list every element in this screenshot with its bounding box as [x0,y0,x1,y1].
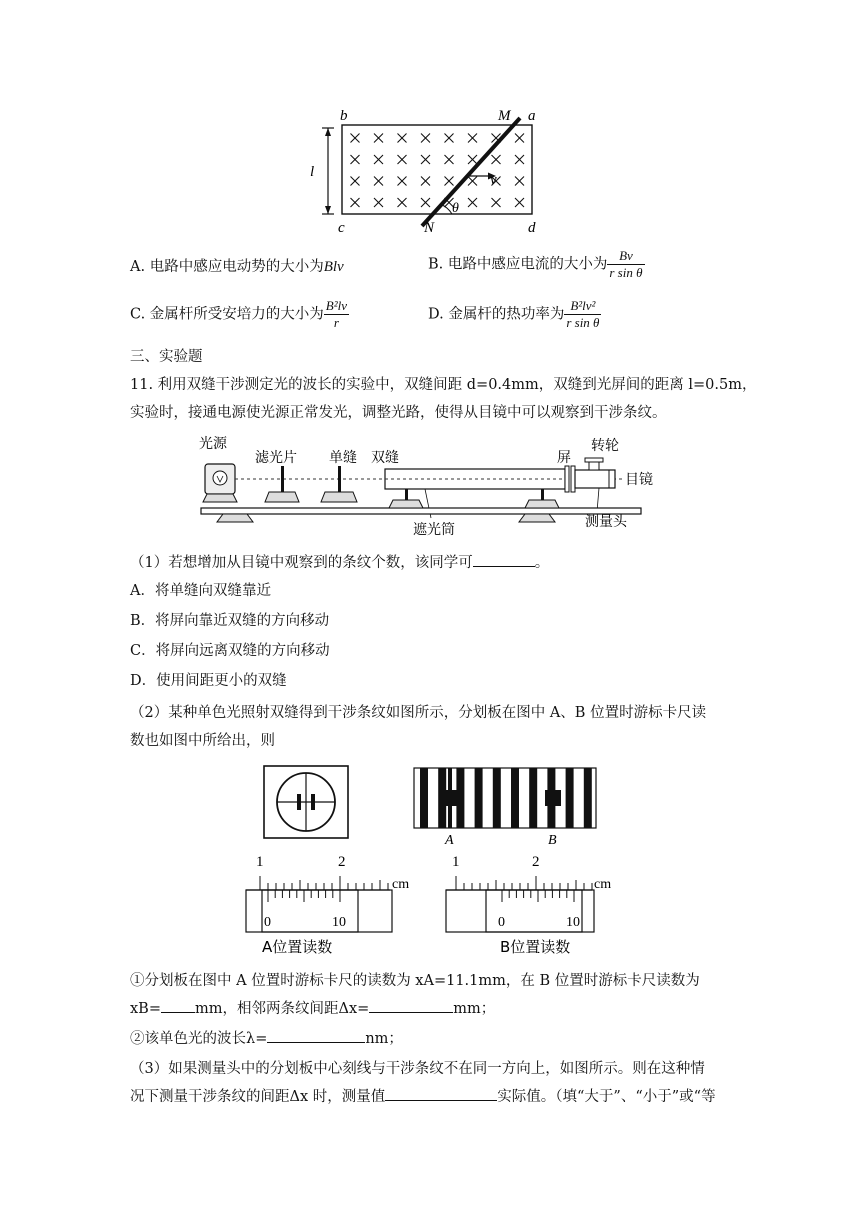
label-M: M [498,108,511,124]
q11-p1-option-A: A．将单缝向双缝靠近 [130,583,271,599]
caliper-B-vernier-10: 10 [566,915,580,930]
fringe-figure [412,764,598,848]
caliper-A-vernier-10: 10 [332,915,346,930]
field-cross [515,198,524,207]
field-cross [421,155,430,164]
field-cross [421,134,430,143]
q11-p3-line1: （3）如果测量头中的分划板中心刻线与干涉条纹不在同一方向上，如图所示。则在这种情 [130,1061,705,1077]
q11-line1: 11. 利用双缝干涉测定光的波长的实验中，双缝间距 d=0.4mm，双缝到光屏间的距离 l=0.5m， [130,377,757,393]
field-cross [468,177,477,186]
fringe-label-B: B [548,833,557,848]
label-light-source: 光源 [199,436,227,452]
q11-p1-stem: （1）若想增加从目镜中观察到的条纹个数，该同学可 。 [130,552,549,574]
field-cross [351,155,360,164]
answer-blank-p1[interactable] [473,552,535,567]
field-cross [445,177,454,186]
reticle-figure [262,764,352,840]
caliper-A-main-2: 2 [338,854,346,870]
caliper-B-vernier-0: 0 [498,915,505,930]
section-title: 三、实验题 [130,349,203,365]
option-B: B. 电路中感应电流的大小为 $\frac{Bv}{\text{r sin θ}}$ [428,248,643,280]
label-theta: θ [452,201,459,216]
fringe-dark [475,768,483,828]
caliper-A-unit: cm [392,877,410,892]
field-cross [398,177,407,186]
label-screen: 屏 [557,450,571,466]
apparatus-figure [195,432,665,544]
q11-sub1-line1: ①分划板在图中 A 位置时游标卡尺的读数为 xA=11.1mm，在 B 位置时游标卡尺读数为 [130,973,700,989]
label-v: v [490,172,497,188]
magnetic-field-figure [310,100,560,240]
field-cross [468,198,477,207]
field-cross [515,155,524,164]
field-cross [351,134,360,143]
fringe-dark [511,768,519,828]
answer-blank-dx[interactable] [369,998,453,1013]
field-cross [421,177,430,186]
label-tube: 遮光筒 [413,522,455,538]
field-cross [374,134,383,143]
q11-line2: 实验时，接通电源使光源正常发光，调整光路，使得从目镜中可以观察到干涉条纹。 [130,405,667,421]
q11-p3-line2: 况下测量干涉条纹的间距Δx 时，测量值 实际值。（填“大于”、“小于”或“等 [130,1086,716,1108]
field-cross [398,155,407,164]
field-cross [468,134,477,143]
fringe-label-A: A [445,833,454,848]
caliper-A [240,848,420,960]
q11-p2-line2: 数也如图中所给出，则 [130,733,275,749]
caliper-B-main-1: 1 [452,854,460,870]
field-cross [468,155,477,164]
label-b: b [340,108,348,124]
field-cross [374,177,383,186]
fringe-dark [420,768,428,828]
caliper-B-caption: B位置读数 [500,938,571,956]
fringe-dark [493,768,501,828]
field-cross [421,198,430,207]
label-a: a [528,108,536,124]
label-measuring-head: 测量头 [585,514,627,530]
q11-p1-option-D: D．使用间距更小的双缝 [130,673,287,689]
field-cross [351,198,360,207]
label-d: d [528,220,536,236]
field-cross [515,177,524,186]
caliper-A-main-1: 1 [256,854,264,870]
field-cross [515,134,524,143]
fringe-dark [529,768,537,828]
option-D: D. 金属杆的热功率为 $\frac{\text{B²lv²}}{\text{r sin θ}}$ [428,298,600,330]
label-l: l [310,164,315,180]
field-cross [398,134,407,143]
field-cross [445,134,454,143]
caliper-B [440,848,620,960]
answer-blank-lambda[interactable] [267,1028,365,1043]
field-cross [492,155,501,164]
label-single-slit: 单缝 [329,450,357,466]
label-filter: 滤光片 [255,450,297,466]
caliper-B-main-2: 2 [532,854,540,870]
answer-blank-p3[interactable] [385,1086,497,1101]
field-cross [351,177,360,186]
answer-blank-xB[interactable] [161,998,195,1013]
label-wheel: 转轮 [591,438,619,454]
label-double-slit: 双缝 [371,450,399,466]
q11-p2-line1: （2）某种单色光照射双缝得到干涉条纹如图所示，分划板在图中 A、B 位置时游标卡尺读 [130,705,707,721]
field-cross [398,198,407,207]
q11-p1-option-B: B．将屏向靠近双缝的方向移动 [130,613,330,629]
fringe-dark [584,768,592,828]
option-A: A. 电路中感应电动势的大小为Blv [130,259,344,275]
option-C: C. 金属杆所受安培力的大小为 $\frac{\text{B²lv}}{r}$ [130,298,348,330]
fringe-dark [566,768,574,828]
caliper-A-vernier-0: 0 [264,915,271,930]
field-cross [374,198,383,207]
q11-sub1-line2: xB= mm，相邻两条纹间距Δx= mm； [130,998,495,1020]
field-cross [374,155,383,164]
label-eyepiece: 目镜 [625,472,653,488]
q11-sub2: ②该单色光的波长λ= nm； [130,1028,403,1050]
label-N: N [424,220,435,236]
caliper-B-unit: cm [594,877,612,892]
field-cross [492,198,501,207]
label-c: c [338,220,345,236]
caliper-A-caption: A位置读数 [262,938,333,956]
field-cross [445,155,454,164]
q11-p1-option-C: C．将屏向远离双缝的方向移动 [130,643,330,659]
